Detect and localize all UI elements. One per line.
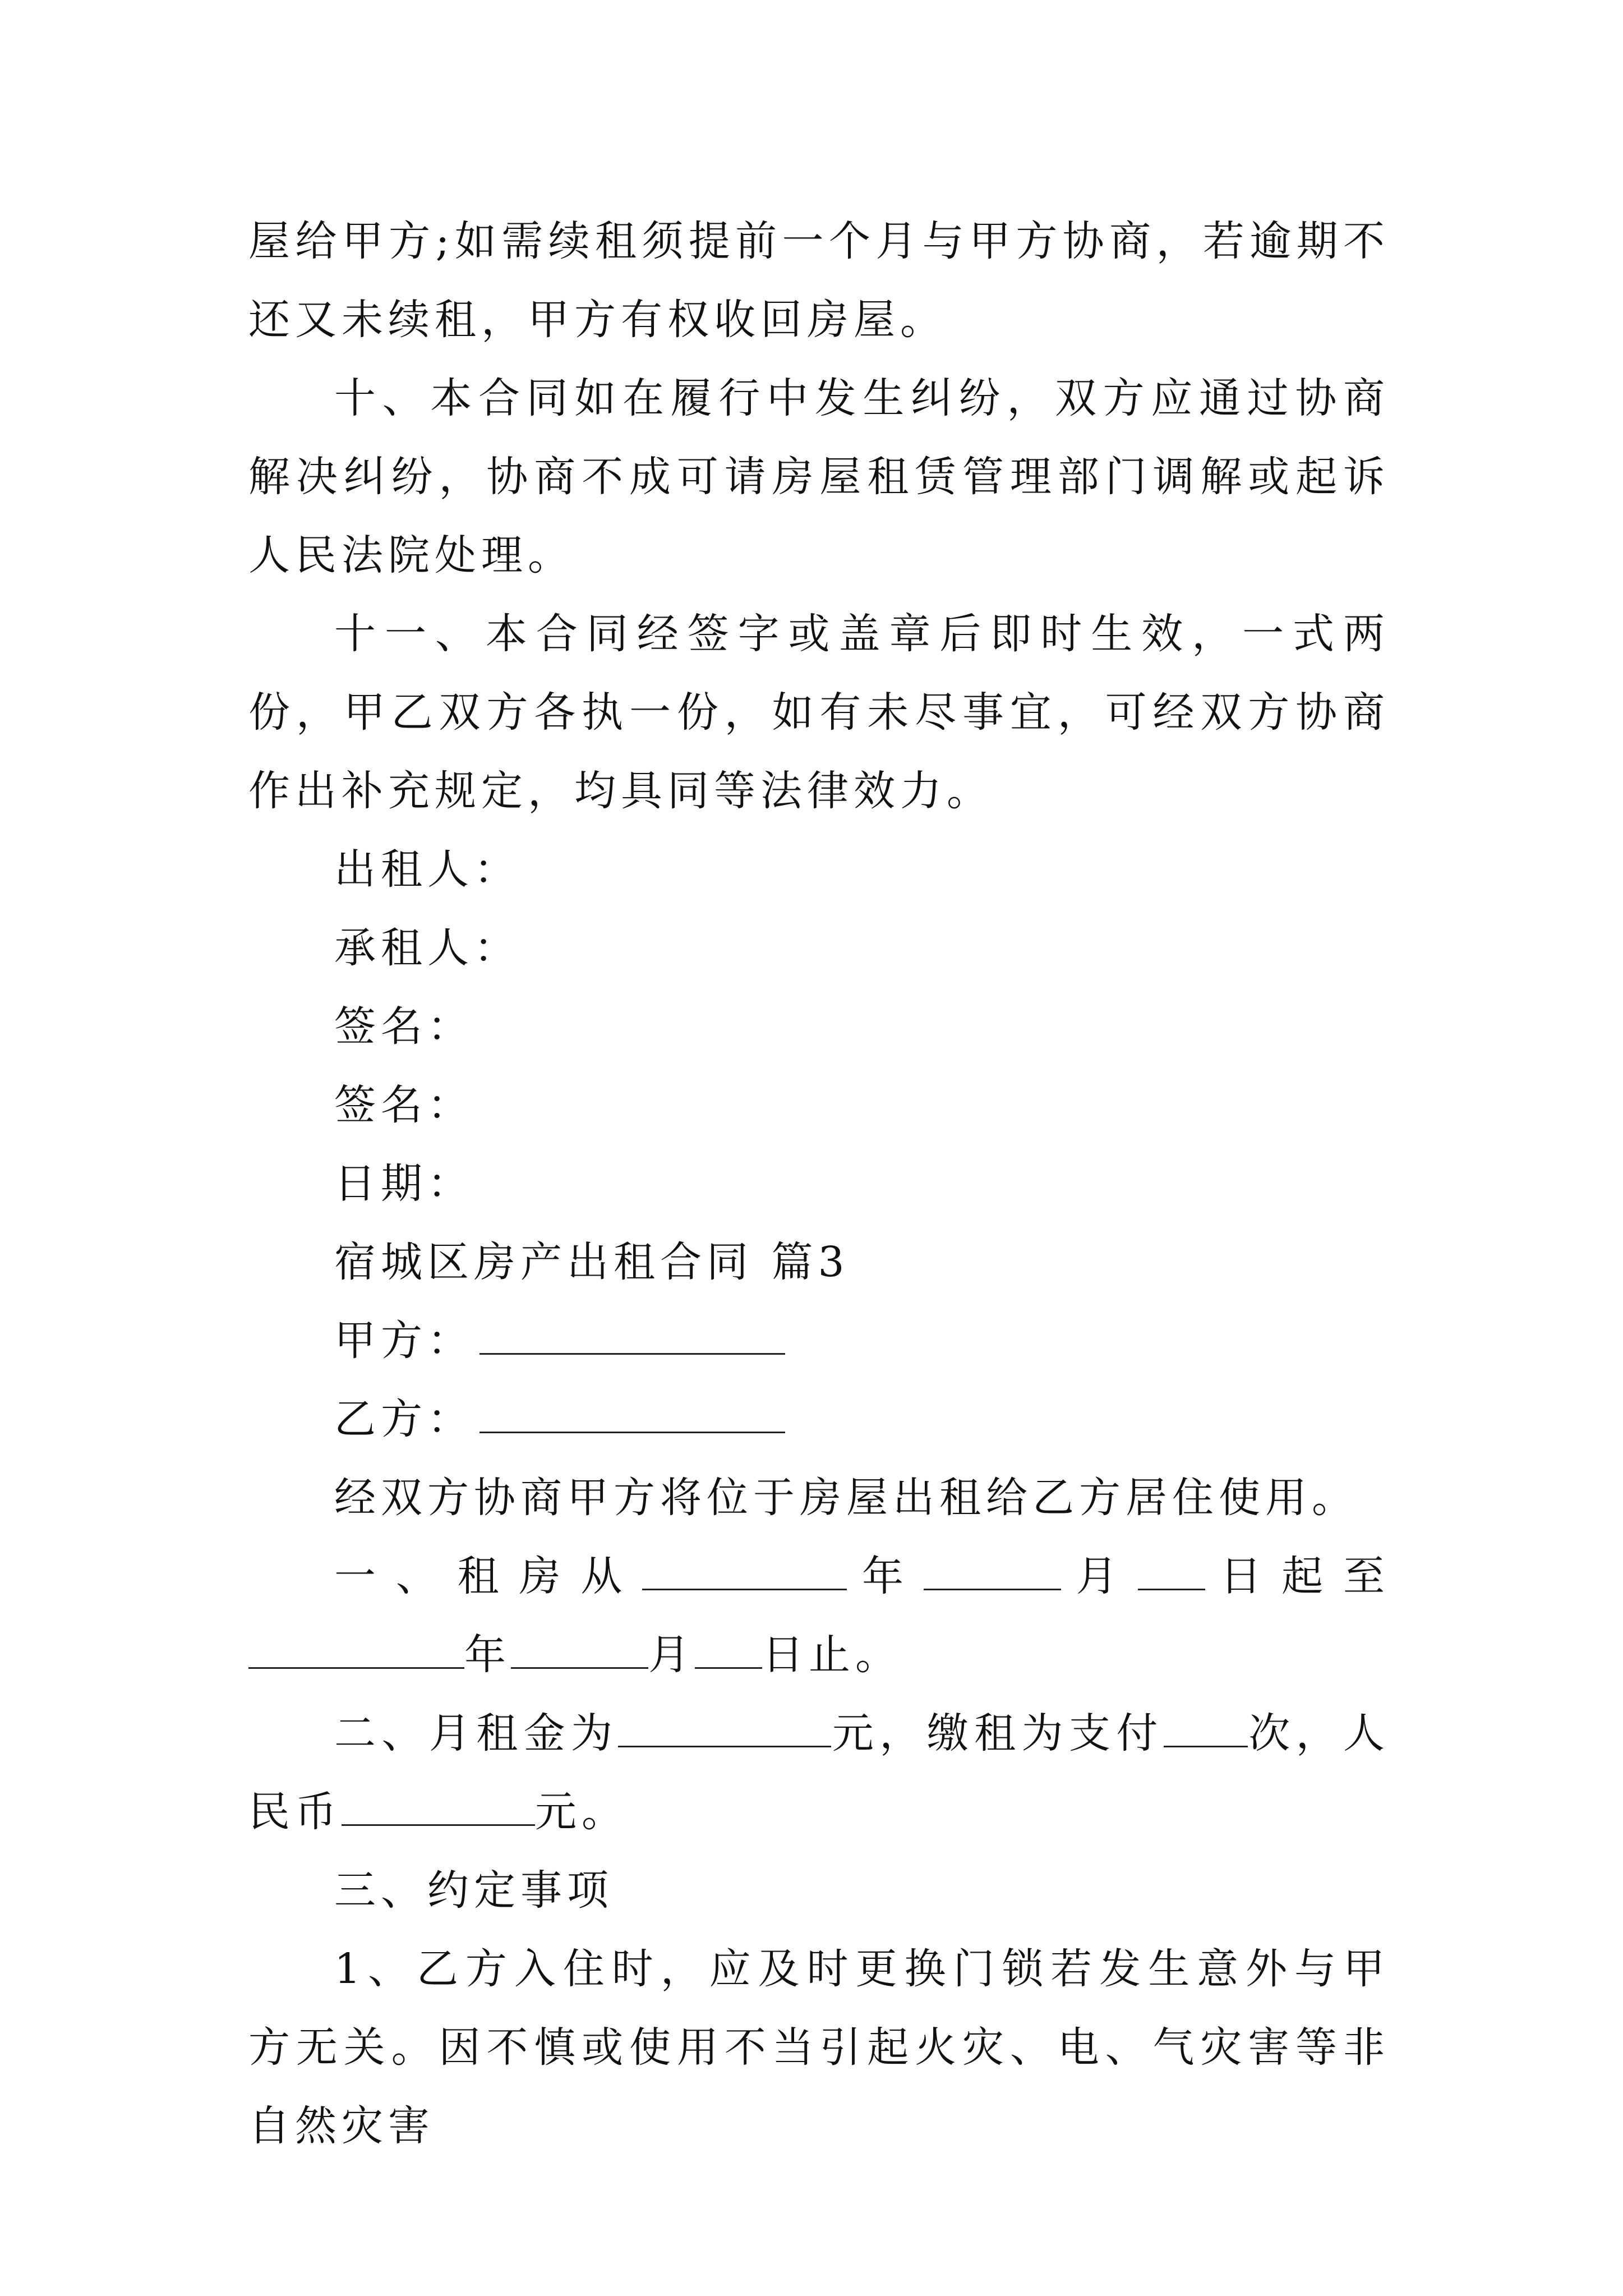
end-month-label: 月 [648, 1631, 695, 1679]
start-month-label: 月 [1061, 1552, 1138, 1600]
party-b-blank [479, 1394, 785, 1433]
lessee-label: 承租人： [334, 924, 520, 972]
date-label: 日期： [334, 1159, 474, 1208]
lessor-label: 出租人： [334, 845, 520, 894]
intro-paragraph: 经双方协商甲方将位于房屋出租给乙方居住使用。 [334, 1474, 1358, 1522]
paragraph-clause-10: 十、本合同如在履行中发生纠纷，双方应通过协商解决纠纷，协商不成可请房屋租赁管理部门调解或起诉人民法院处理。 [248, 374, 1390, 579]
party-a-line [248, 1301, 1390, 1380]
rmb-amount-blank [342, 1787, 535, 1826]
end-year-label: 年 [464, 1631, 511, 1679]
rent-rmb-text: 次，人民币 [248, 1709, 1390, 1836]
signature-label-2: 签名： [334, 1081, 474, 1129]
end-year-blank [248, 1630, 464, 1669]
paragraph-renewal-clause: 屋给甲方;如需续租须提前一个月与甲方协商，若逾期不还又未续租，甲方有权收回房屋。 [248, 217, 1390, 344]
rent-end-text: 元。 [535, 1788, 628, 1836]
rent-payment-text: 元，缴租为支付 [831, 1709, 1164, 1757]
agreed-items-heading: 三、约定事项 [334, 1866, 614, 1915]
party-a-blank [479, 1315, 785, 1355]
lease-term-paragraph [248, 1537, 1390, 1694]
start-day-blank [1138, 1551, 1205, 1590]
start-year-label: 年 [847, 1552, 924, 1600]
start-day-label: 日起至 [1205, 1552, 1390, 1600]
item-1-paragraph: 1、乙方入住时，应及时更换门锁若发生意外与甲方无关。因不慎或使用不当引起火灾、电、气灾害等非自然灾害 [248, 1945, 1390, 2150]
signature-label-1: 签名： [334, 1002, 474, 1051]
lease-term-prefix: 一、租房从 [334, 1552, 643, 1600]
end-month-blank [511, 1630, 648, 1669]
paragraph-clause-11: 十一、本合同经签字或盖章后即时生效，一式两份，甲乙双方各执一份，如有未尽事宜，可经双方协商作出补充规定，均具同等法律效力。 [248, 610, 1390, 815]
monthly-rent-blank [618, 1708, 831, 1747]
end-day-label: 日止。 [762, 1631, 902, 1679]
start-month-blank [924, 1551, 1061, 1590]
payment-times-blank [1164, 1708, 1248, 1747]
party-b-line [248, 1380, 1390, 1458]
start-year-blank [642, 1551, 847, 1590]
party-a-label: 甲方： [334, 1317, 474, 1365]
section-title: 宿城区房产出租合同 篇3 [334, 1238, 850, 1286]
rent-paragraph [248, 1694, 1390, 1851]
rent-prefix: 二、月租金为 [334, 1709, 619, 1757]
document-body [248, 202, 1390, 2165]
party-b-label: 乙方： [334, 1395, 474, 1443]
end-day-blank [695, 1630, 762, 1669]
